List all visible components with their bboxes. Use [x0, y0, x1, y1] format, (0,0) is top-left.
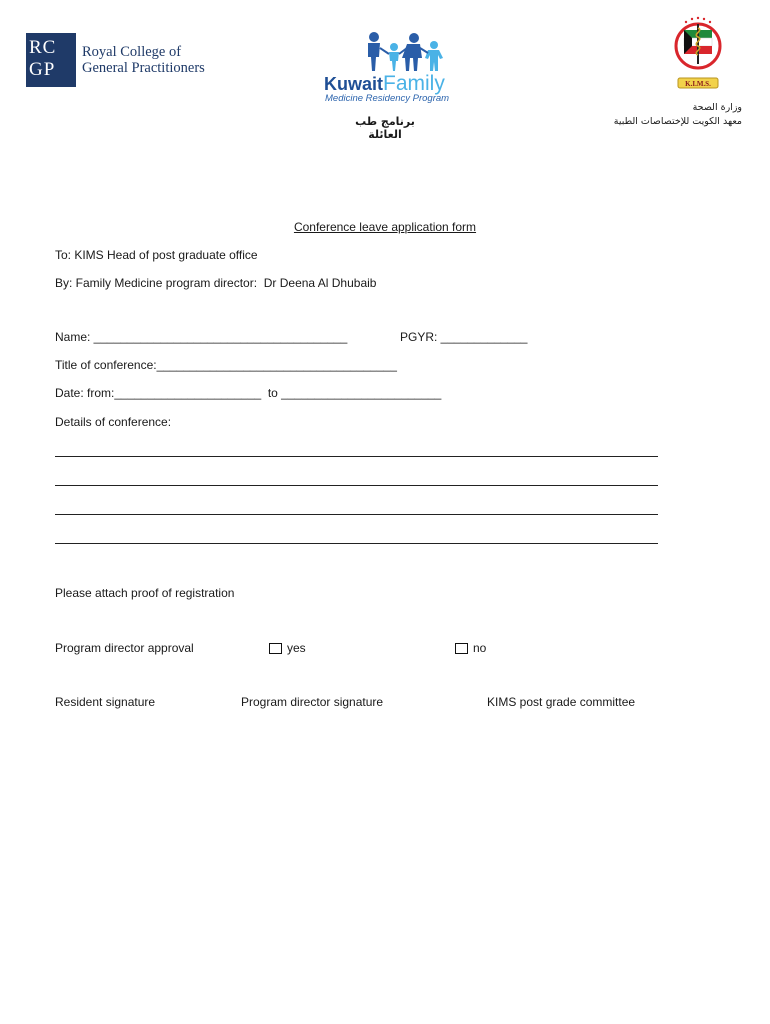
- attach-proof-note: Please attach proof of registration: [55, 586, 235, 600]
- kims-badge-text: K.I.M.S.: [685, 80, 711, 88]
- kims-logo: [664, 16, 732, 94]
- rcgp-logo: [26, 33, 205, 87]
- no-checkbox[interactable]: [455, 643, 468, 654]
- conference-title-field[interactable]: Title of conference:____________________________________: [55, 358, 397, 372]
- arabic-institute: معهد الكويت للإختصاصات الطبية: [613, 116, 742, 127]
- kfm-subtitle: Medicine Residency Program: [325, 93, 450, 104]
- rcgp-mark: [26, 33, 76, 87]
- no-label: no: [473, 641, 487, 655]
- kfm-word-kuwait: Kuwait: [324, 74, 384, 94]
- by-line: By: Family Medicine program director: Dr Deena Al Dhubaib: [55, 276, 377, 290]
- details-label: Details of conference:: [55, 415, 172, 429]
- rcgp-mark-bottom: GP: [29, 59, 56, 80]
- form-title: [0, 220, 770, 234]
- family-figures-icon: [322, 30, 482, 74]
- rcgp-name-line1: Royal College of: [82, 44, 182, 60]
- approval-no-option[interactable]: [455, 641, 486, 655]
- details-line-2[interactable]: [55, 485, 658, 486]
- date-field[interactable]: Date: from:______________________ to ________________________: [55, 386, 442, 400]
- yes-checkbox[interactable]: [269, 643, 282, 654]
- pgyr-field[interactable]: PGYR: _____________: [400, 330, 528, 344]
- approval-label: Program director approval: [55, 641, 194, 655]
- director-signature-label: Program director signature: [241, 695, 384, 709]
- details-line-3[interactable]: [55, 514, 658, 515]
- arabic-ministry: وزارة الصحة: [692, 102, 742, 113]
- details-line-1[interactable]: [55, 456, 658, 457]
- yes-label: yes: [287, 641, 306, 655]
- name-field[interactable]: Name: ______________________________________: [55, 330, 348, 344]
- kuwait-family-logo: [322, 30, 482, 110]
- kfm-word-family: Family: [383, 72, 445, 95]
- approval-yes-option[interactable]: [269, 641, 306, 655]
- rcgp-mark-top: RC: [29, 37, 57, 58]
- rcgp-name-line2: General Practitioners: [82, 60, 205, 76]
- rcgp-name: [82, 44, 205, 76]
- arabic-institute-block: [614, 101, 742, 129]
- form-title-text: Conference leave application form: [293, 220, 477, 234]
- to-line: To: KIMS Head of post graduate office: [55, 248, 258, 262]
- kims-emblem-icon: [664, 16, 732, 94]
- details-line-4[interactable]: [55, 543, 658, 544]
- arabic-program-name: برنامج طب العائلة: [355, 115, 415, 141]
- committee-signature-label: KIMS post grade committee: [487, 695, 636, 709]
- resident-signature-label: Resident signature: [55, 695, 156, 709]
